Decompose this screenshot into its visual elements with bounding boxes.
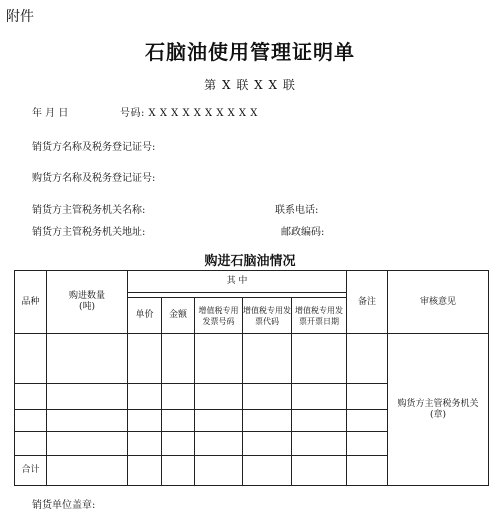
table-cell[interactable] — [47, 334, 128, 384]
document-title: 石脑油使用管理证明单 — [145, 40, 355, 64]
table-cell[interactable] — [195, 456, 243, 486]
table-cell[interactable] — [162, 432, 195, 456]
table-cell[interactable] — [347, 410, 388, 432]
table-row — [15, 334, 489, 384]
seller-tax-address-field: 销货方主管税务机关地址: — [32, 227, 146, 238]
table-cell[interactable] — [347, 456, 388, 486]
col-header-review: 审核意见 — [388, 271, 489, 334]
quantity-label: 购进数量 — [68, 291, 105, 301]
table-cell[interactable] — [128, 456, 162, 486]
section-title: 购进石脑油情况 — [204, 254, 296, 269]
table-cell[interactable] — [243, 384, 292, 410]
table-cell[interactable] — [162, 334, 195, 384]
review-cell[interactable] — [388, 334, 489, 486]
annex-label: 附件 — [6, 9, 34, 25]
purchase-table — [14, 270, 489, 486]
table-cell[interactable] — [292, 432, 347, 456]
date-label: 年 月 日 — [32, 108, 69, 119]
copy-number: 第 X 联 X X 联 — [204, 78, 296, 92]
col-header-remark: 备注 — [347, 271, 388, 334]
table-cell[interactable] — [162, 456, 195, 486]
table-cell[interactable] — [47, 456, 128, 486]
table-cell[interactable] — [292, 384, 347, 410]
table-cell[interactable] — [195, 410, 243, 432]
contact-phone-field: 联系电话: — [275, 205, 319, 216]
table-cell[interactable] — [128, 384, 162, 410]
table-cell[interactable] — [243, 334, 292, 384]
table-cell[interactable] — [162, 384, 195, 410]
col-header-product: 品种 — [15, 271, 47, 334]
table-cell[interactable] — [195, 334, 243, 384]
table-cell[interactable] — [292, 334, 347, 384]
table-cell[interactable] — [243, 432, 292, 456]
table-cell[interactable] — [347, 384, 388, 410]
table-cell[interactable] — [347, 334, 388, 384]
document-number: 号码: X X X X X X X X X X — [120, 108, 258, 119]
total-label: 合计 — [15, 456, 47, 486]
table-cell[interactable] — [47, 410, 128, 432]
table-cell[interactable] — [47, 432, 128, 456]
col-header-invoice-code: 增值税专用发票代码 — [243, 298, 292, 334]
table-cell[interactable] — [15, 432, 47, 456]
col-header-invoice-number: 增值税专用发票号码 — [195, 298, 243, 334]
table-cell[interactable] — [243, 456, 292, 486]
postal-code-field: 邮政编码: — [281, 227, 325, 238]
col-header-invoice-date: 增值税专用发票开票日期 — [292, 298, 347, 334]
table-cell[interactable] — [347, 432, 388, 456]
table-cell[interactable] — [292, 410, 347, 432]
review-seal-label: (章) — [429, 409, 447, 420]
seller-seal-label: 销货单位盖章: — [32, 500, 96, 511]
col-header-among: 其 中 — [128, 271, 347, 293]
table-cell[interactable] — [15, 334, 47, 384]
table-cell[interactable] — [128, 410, 162, 432]
table-cell[interactable] — [128, 334, 162, 384]
buyer-name-field: 购货方名称及税务登记证号: — [32, 173, 156, 184]
col-header-price: 单价 — [128, 298, 162, 334]
table-cell[interactable] — [243, 410, 292, 432]
table-cell[interactable] — [15, 410, 47, 432]
table-cell[interactable] — [47, 384, 128, 410]
seller-name-field: 销货方名称及税务登记证号: — [32, 142, 156, 153]
col-header-amount: 金额 — [162, 298, 195, 334]
seller-tax-office-field: 销货方主管税务机关名称: — [32, 205, 146, 216]
table-cell[interactable] — [195, 432, 243, 456]
table-cell[interactable] — [128, 432, 162, 456]
table-cell[interactable] — [195, 384, 243, 410]
table-cell[interactable] — [292, 456, 347, 486]
quantity-unit: (吨) — [78, 302, 96, 312]
table-cell[interactable] — [162, 410, 195, 432]
col-header-quantity — [47, 271, 128, 334]
review-signature-label: 购货方主管税务机关 — [397, 398, 479, 409]
table-cell[interactable] — [15, 384, 47, 410]
